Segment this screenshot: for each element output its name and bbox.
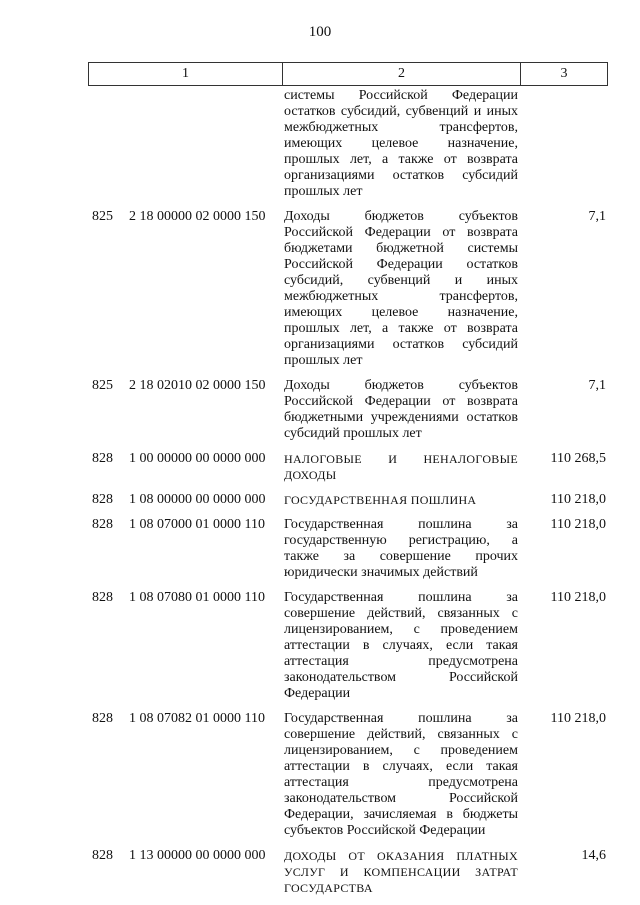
amount: 110 218,0 [550,517,606,532]
header-col-1: 1 [182,66,189,81]
admin-code: 828 [92,451,113,466]
table-header [88,62,608,86]
admin-code: 828 [92,590,113,605]
amount: 110 218,0 [550,711,606,726]
kbk-code: 1 08 07000 01 0000 110 [129,517,265,532]
income-name: Доходы бюджетов субъектов Российской Федерации от возврата бюджетами бюджетной системы Российской Федерации остатков субсидий, субвенций и иных межбюджетных трансфертов, имеющих целевое назначение, прошлых лет, а также от возврата организациями остатков субсидий прошлых лет [284,209,518,368]
header-col-3: 3 [520,63,607,85]
kbk-code: 2 18 00000 02 0000 150 [129,209,266,224]
income-name: ДОХОДЫ ОТ ОКАЗАНИЯ ПЛАТНЫХ УСЛУГ И КОМПЕНСАЦИИ ЗАТРАТ ГОСУДАРСТВА [284,849,518,895]
amount: 110 218,0 [550,492,606,507]
amount: 14,6 [581,848,606,863]
header-col-2: 2 [282,63,520,85]
table-row [88,711,608,839]
table-row [88,378,608,442]
kbk-code: 1 00 00000 00 0000 000 [129,451,266,466]
table-row [88,209,608,369]
admin-code: 828 [92,711,113,726]
table-row [88,590,608,702]
kbk-code: 1 08 00000 00 0000 000 [129,492,266,507]
amount: 110 268,5 [550,451,606,466]
kbk-code: 1 08 07082 01 0000 110 [129,711,265,726]
table-row [88,451,608,483]
amount: 7,1 [588,378,606,393]
kbk-code: 1 13 00000 00 0000 000 [129,848,266,863]
income-name: Государственная пошлина за совершение действий, связанных с лицензированием, с проведением аттестации в случаях, если такая аттестация предусмотрена законодательством Российской Федерации [284,590,518,701]
income-name: ГОСУДАРСТВЕННАЯ ПОШЛИНА [284,493,477,507]
page-number: 100 [308,24,332,40]
table-body [88,86,608,896]
kbk-code: 2 18 02010 02 0000 150 [129,378,266,393]
amount: 7,1 [588,209,606,224]
table-row [88,517,608,581]
admin-code: 828 [92,492,113,507]
kbk-code: 1 08 07080 01 0000 110 [129,590,265,605]
amount: 110 218,0 [550,590,606,605]
income-name: Доходы бюджетов субъектов Российской Федерации от возврата бюджетными учреждениями остатков субсидий прошлых лет [284,378,518,441]
table-row [88,848,608,896]
income-name: системы Российской Федерации остатков субсидий, субвенций и иных межбюджетных трансфертов, имеющих целевое назначение, прошлых лет, а также от возврата организациями остатков субсидий прошлых лет [284,88,518,199]
table-row [88,492,608,508]
income-name: Государственная пошлина за государственную регистрацию, а также за совершение прочих юридически значимых действий [284,517,518,580]
admin-code: 828 [92,517,113,532]
admin-code: 825 [92,209,113,224]
table-row [88,88,608,200]
admin-code: 828 [92,848,113,863]
admin-code: 825 [92,378,113,393]
income-name: Государственная пошлина за совершение действий, связанных с лицензированием, с проведением аттестации в случаях, если такая аттестация предусмотрена законодательством Российской Федерации, зачисляемая в бюджеты субъектов Российской Федерации [284,711,518,838]
income-name: НАЛОГОВЫЕ И НЕНАЛОГОВЫЕ ДОХОДЫ [284,452,518,482]
